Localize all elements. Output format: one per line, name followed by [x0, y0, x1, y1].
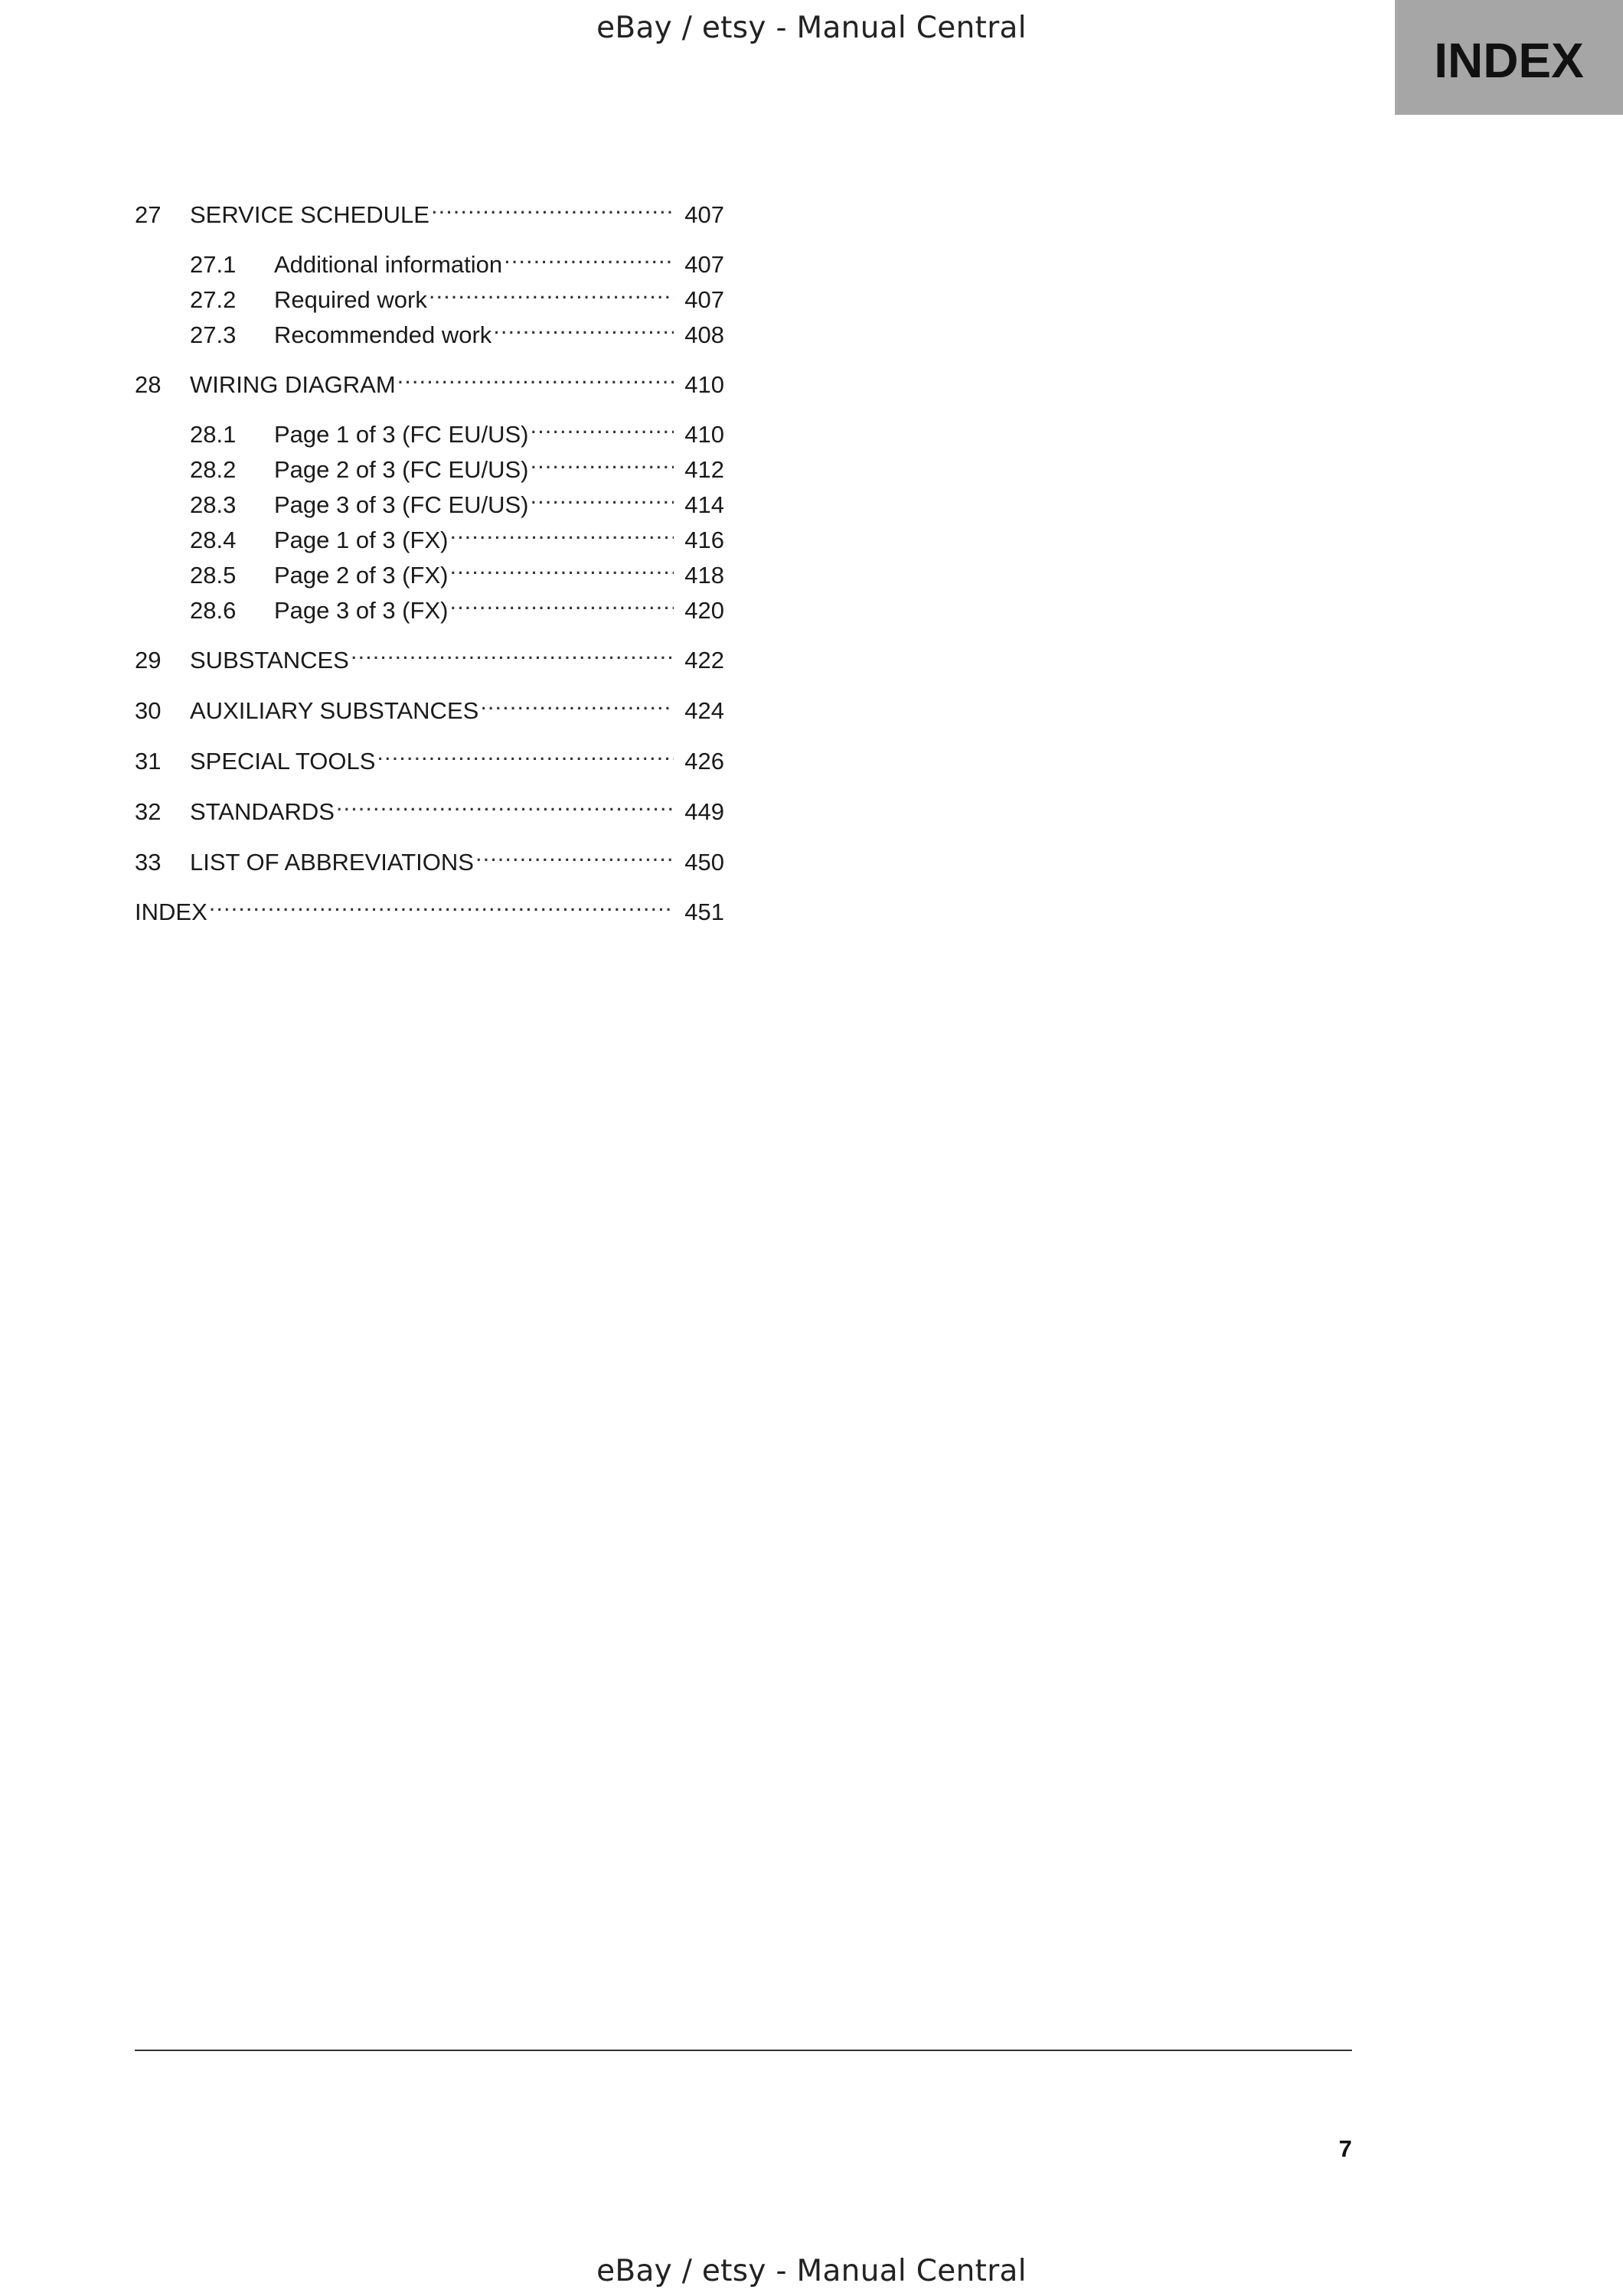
toc-entry-number: 31 [135, 748, 162, 775]
toc-entry-page: 424 [684, 697, 724, 724]
dot-leader [449, 514, 674, 548]
toc-entry-title: Page 3 of 3 (FX) [274, 597, 449, 624]
toc-entry[interactable] [135, 409, 724, 448]
toc-entry-page: 451 [684, 899, 724, 925]
toc-entry[interactable] [135, 479, 724, 518]
toc-entry-number: 28.4 [190, 527, 237, 553]
toc-entry-page: 414 [684, 491, 724, 518]
toc-entry-title: Additional information [274, 251, 503, 278]
dot-leader [493, 309, 674, 343]
dot-leader [397, 359, 674, 393]
toc-entry[interactable] [135, 786, 724, 825]
toc-entry-title: Page 2 of 3 (FX) [274, 562, 449, 589]
toc-entry-number: 28.6 [190, 597, 237, 624]
dot-leader [449, 550, 674, 583]
dot-leader [429, 274, 674, 308]
toc-entry[interactable] [135, 274, 724, 313]
footer-banner: eBay / etsy - Manual Central [596, 2254, 1027, 2288]
toc-entry-page: 420 [684, 597, 724, 624]
toc-entry-title: SERVICE SCHEDULE [190, 201, 429, 228]
toc-entry-page: 408 [684, 321, 724, 348]
toc-entry-title: Required work [274, 286, 427, 313]
toc-entry-title: LIST OF ABBREVIATIONS [190, 849, 474, 876]
dot-leader [480, 685, 674, 719]
toc-entry-title: STANDARDS [190, 798, 335, 825]
toc-entry-page: 422 [684, 647, 724, 673]
toc-entry-number: 33 [135, 849, 162, 876]
toc-entry-number: 28.5 [190, 562, 237, 589]
toc-entry[interactable] [135, 585, 724, 624]
toc-entry-number: 28.1 [190, 421, 237, 448]
dot-leader [504, 239, 674, 272]
toc-entry-page: 407 [684, 251, 724, 278]
toc-entry-title: Page 2 of 3 (FC EU/US) [274, 456, 529, 483]
dot-leader [209, 886, 674, 920]
dot-leader [431, 189, 674, 223]
dot-leader [531, 444, 674, 478]
toc-entry[interactable] [135, 514, 724, 553]
toc-entry-title: Page 1 of 3 (FC EU/US) [274, 421, 529, 448]
toc-entry-page: 418 [684, 562, 724, 589]
section-tab-index [1395, 0, 1623, 115]
toc-entry[interactable] [135, 309, 724, 348]
toc-entry-page: 407 [684, 286, 724, 313]
toc-entry-page: 410 [684, 421, 724, 448]
dot-leader [531, 409, 674, 442]
toc-entry-title: AUXILIARY SUBSTANCES [190, 697, 479, 724]
toc-entry[interactable] [135, 359, 724, 398]
footer-divider [135, 2050, 1352, 2051]
toc-entry-title: Page 1 of 3 (FX) [274, 527, 449, 553]
toc-entry-number: 30 [135, 697, 162, 724]
toc-entry[interactable] [135, 685, 724, 724]
page-number: 7 [1338, 2135, 1352, 2162]
toc-entry-title: Recommended work [274, 321, 492, 348]
toc-entry-title: SPECIAL TOOLS [190, 748, 376, 775]
toc-entry-title: Page 3 of 3 (FC EU/US) [274, 491, 529, 518]
toc-entry[interactable] [135, 189, 724, 228]
toc-entry-number: 27.1 [190, 251, 237, 278]
toc-entry-page: 407 [684, 201, 724, 228]
toc-entry[interactable] [135, 886, 724, 925]
toc-entry-page: 412 [684, 456, 724, 483]
dot-leader [336, 786, 674, 820]
toc-entry-page: 426 [684, 748, 724, 775]
toc-entry-page: 416 [684, 527, 724, 553]
toc-entry-page: 450 [684, 849, 724, 876]
toc-entry-number: 27.2 [190, 286, 237, 313]
dot-leader [475, 837, 674, 870]
toc-entry[interactable] [135, 837, 724, 876]
toc-entry-number: 27 [135, 201, 162, 228]
toc-entry-number: 32 [135, 798, 162, 825]
toc-entry-number: 28.3 [190, 491, 237, 518]
toc-entry-number: 27.3 [190, 321, 237, 348]
dot-leader [531, 479, 674, 513]
dot-leader [351, 634, 674, 668]
dot-leader [449, 585, 674, 618]
header-banner: eBay / etsy - Manual Central [596, 11, 1027, 45]
toc-entry-title: WIRING DIAGRAM [190, 371, 396, 398]
dot-leader [377, 735, 674, 769]
toc-entry-number: 29 [135, 647, 162, 673]
toc-entry[interactable] [135, 634, 724, 673]
toc-entry[interactable] [135, 550, 724, 589]
toc-entry-page: 449 [684, 798, 724, 825]
toc-entry-title: INDEX [135, 899, 207, 925]
section-tab-label: INDEX [1434, 33, 1584, 88]
toc-entry-number: 28.2 [190, 456, 237, 483]
toc-entry[interactable] [135, 239, 724, 278]
toc-entry-title: SUBSTANCES [190, 647, 349, 673]
toc-entry-page: 410 [684, 371, 724, 398]
toc-entry-number: 28 [135, 371, 162, 398]
toc-entry[interactable] [135, 444, 724, 483]
toc-entry[interactable] [135, 735, 724, 775]
